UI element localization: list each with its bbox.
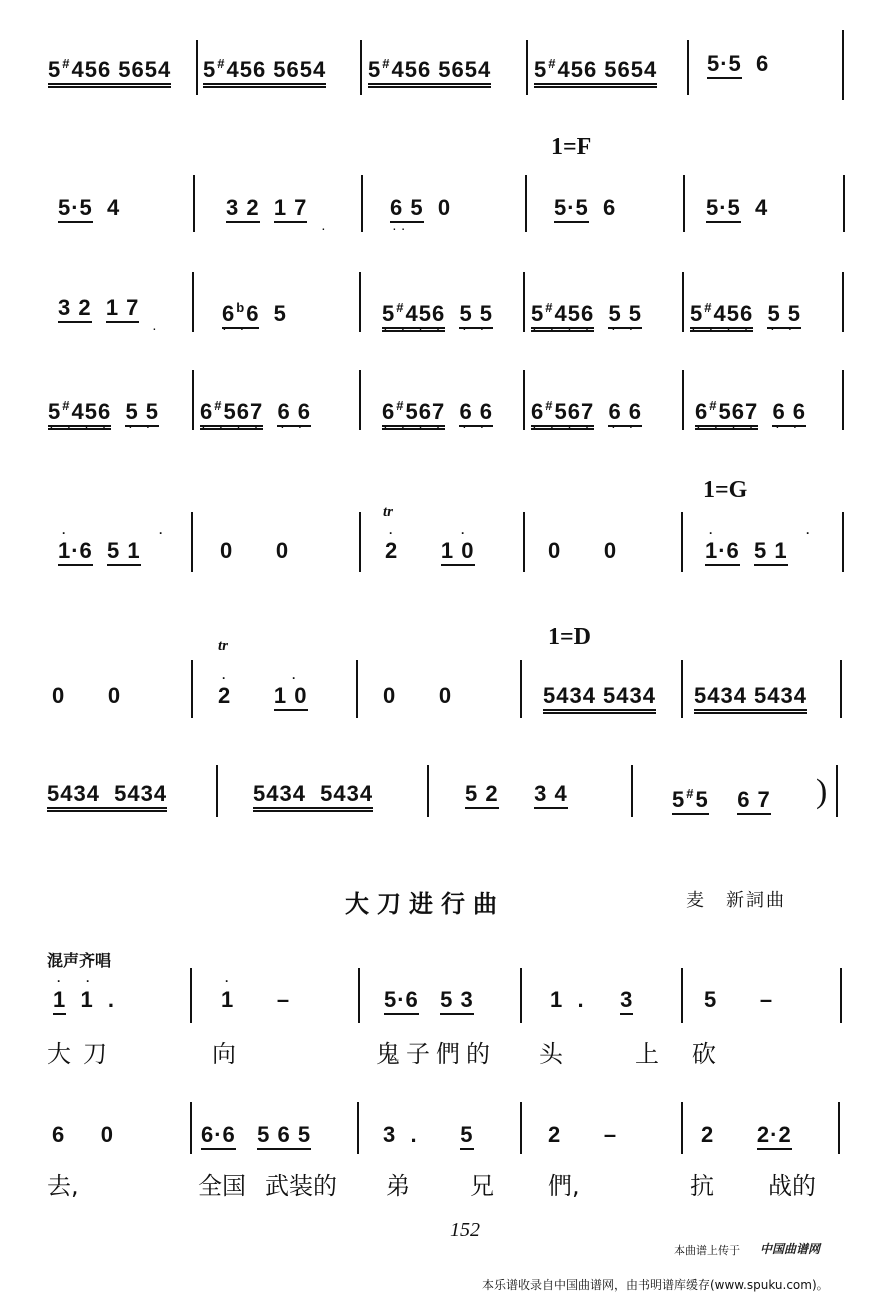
score-row-4	[0, 370, 888, 450]
lyric: 弟	[386, 1172, 410, 1200]
lyric: 头	[539, 1040, 563, 1068]
measure: 3 2 1 7	[226, 196, 307, 220]
footer-source-link[interactable]: 本乐谱收录自中国曲谱网，由书明谱库缓存(www.spuku.com)。	[482, 1278, 829, 1292]
octave-dot: ·	[806, 526, 810, 540]
measure: 1·6 5 1	[705, 539, 788, 563]
trill-mark: tr	[218, 638, 229, 654]
score-row-3	[0, 272, 888, 352]
lyric: 抗	[690, 1172, 714, 1200]
site-logo-icon	[760, 1240, 820, 1257]
barline	[192, 370, 194, 430]
measure: 6#567 6 6	[695, 394, 806, 424]
barline	[631, 765, 633, 817]
measure: 2 1 0	[385, 539, 475, 563]
measure: 0 0	[52, 683, 122, 708]
measure: 5 –	[704, 987, 774, 1012]
lyric: 砍	[692, 1040, 716, 1068]
measure: 5434 5434	[47, 782, 167, 812]
measure: 5#456 5654	[48, 52, 171, 88]
measure: 5434 5434	[543, 684, 656, 714]
site-logo-text: 中国曲谱网	[760, 1242, 821, 1256]
measure: 2 –	[548, 1122, 618, 1147]
score-row-7	[0, 765, 888, 845]
barline	[190, 968, 192, 1023]
barline	[842, 370, 844, 430]
barline	[520, 968, 522, 1023]
lyric: 上	[635, 1040, 659, 1068]
key-signature-d: 1=D	[548, 624, 592, 650]
octave-dot: ·	[222, 671, 226, 685]
barline	[359, 512, 361, 572]
measure: 5·5 4	[706, 196, 768, 220]
score-row-5	[0, 504, 888, 592]
barline	[427, 765, 429, 817]
barline	[520, 660, 522, 718]
measure: 6·6 5 6 5	[201, 1123, 311, 1147]
barline	[681, 660, 683, 718]
octave-dot: . . . . . .	[533, 322, 639, 333]
closing-parenthesis: )	[816, 773, 828, 810]
octave-dot: . . . . . .	[697, 420, 803, 431]
measure: 3 2 1 7	[58, 296, 139, 320]
lyric: 武装的	[265, 1172, 337, 1200]
octave-dot: . . . . . .	[533, 420, 639, 431]
barline	[842, 512, 844, 572]
barline	[523, 272, 525, 332]
barline	[190, 1102, 192, 1154]
measure: 5#456 5654	[368, 52, 491, 88]
measure: 6#567 6 6	[382, 394, 493, 424]
measure: 6#567 6 6	[531, 394, 642, 424]
octave-dot: . . . . . .	[202, 420, 308, 431]
measure: 6$^b$6 5	[222, 296, 287, 326]
barline	[525, 175, 527, 232]
measure: 1 –	[221, 987, 291, 1012]
barline	[681, 968, 683, 1023]
barline	[191, 660, 193, 718]
barline	[356, 660, 358, 718]
upload-note: 本曲谱上传于	[674, 1244, 740, 1257]
barline	[683, 175, 685, 232]
measure: 2 2·2	[701, 1123, 792, 1147]
barline	[359, 272, 361, 332]
key-signature-f: 1=F	[551, 134, 592, 160]
measure: 5·5 6	[707, 52, 769, 76]
measure: 6#567 6 6	[200, 394, 311, 424]
voice-designation: 混声齐唱	[47, 951, 112, 970]
octave-dot: .	[153, 322, 162, 333]
barline	[523, 512, 525, 572]
measure: 1 . 3	[550, 988, 633, 1012]
lyric: 鬼子們的	[376, 1040, 496, 1068]
barline	[681, 512, 683, 572]
song-title: 大刀进行曲	[345, 890, 505, 918]
composer-credit: 麦 新詞曲	[686, 890, 786, 911]
barline	[357, 1102, 359, 1154]
measure: 5#5 6 7	[672, 782, 771, 812]
barline	[842, 272, 844, 332]
measure: 2 1 0	[218, 684, 308, 708]
measure: 5#456 5 5	[690, 296, 801, 326]
melody-row-2	[0, 1102, 888, 1182]
barline	[843, 175, 845, 232]
barline	[836, 765, 838, 817]
measure: 6 0	[52, 1122, 115, 1147]
measure: 5#456 5 5	[48, 394, 159, 424]
score-row-6	[0, 638, 888, 740]
barline	[520, 1102, 522, 1154]
barline	[192, 272, 194, 332]
octave-dot: ·	[225, 974, 229, 988]
measure: 0 0	[548, 538, 618, 563]
measure: 0 0	[220, 538, 290, 563]
key-signature-g: 1=G	[703, 477, 748, 503]
octave-dot: ·	[57, 974, 61, 988]
barline	[216, 765, 218, 817]
lyric: 兄	[470, 1172, 494, 1200]
octave-dot: ·	[709, 526, 713, 540]
barline	[359, 370, 361, 430]
barline	[687, 40, 689, 95]
barline	[838, 1102, 840, 1154]
lyric: 大刀	[47, 1040, 119, 1068]
octave-dot: ·	[389, 526, 393, 540]
barline	[191, 512, 193, 572]
barline	[358, 968, 360, 1023]
barline	[682, 272, 684, 332]
measure: 5#456 5 5	[531, 296, 642, 326]
measure: 5 2 3 4	[465, 782, 568, 806]
measure: 5434 5434	[694, 684, 807, 714]
barline	[196, 40, 198, 95]
octave-dot: . . . . . .	[50, 420, 156, 431]
barline	[193, 175, 195, 232]
barline	[842, 30, 844, 100]
measure: 5#456 5 5	[382, 296, 493, 326]
lyric: 战的	[768, 1172, 816, 1200]
octave-dot: ·	[159, 526, 163, 540]
measure: 5434 5434	[253, 782, 373, 812]
barline	[681, 1102, 683, 1154]
octave-dot: ·	[86, 974, 90, 988]
measure: 5·6 5 3	[384, 988, 474, 1012]
lyric: 們,	[548, 1172, 580, 1200]
octave-dot: . . . . . .	[692, 322, 798, 333]
page-number: 152	[450, 1219, 480, 1241]
octave-dot: . . . . . .	[384, 322, 490, 333]
score-row-1	[0, 40, 888, 120]
measure: 5#456 5654	[534, 52, 657, 88]
barline	[361, 175, 363, 232]
measure: 6 5 0	[390, 196, 451, 220]
octave-dot: .	[322, 222, 331, 233]
trill-mark: tr	[383, 504, 394, 520]
measure: 5·5 4	[58, 196, 120, 220]
octave-dot: ·	[292, 671, 296, 685]
barline	[840, 660, 842, 718]
octave-dot: ..	[393, 222, 411, 233]
octave-dot: ·	[461, 526, 465, 540]
barline	[682, 370, 684, 430]
measure: 0 0	[383, 683, 453, 708]
barline	[523, 370, 525, 430]
lyric: 向	[212, 1040, 236, 1068]
octave-dot: ·	[62, 526, 66, 540]
lyric: 全国	[198, 1172, 246, 1200]
barline	[360, 40, 362, 95]
measure: 3 . 5	[383, 1123, 474, 1147]
barline	[526, 40, 528, 95]
measure: 1 1 .	[53, 988, 115, 1012]
octave-dot: . . . . . .	[384, 420, 490, 431]
octave-dot: . .	[223, 322, 250, 333]
barline	[840, 968, 842, 1023]
measure: 1·6 5 1	[58, 539, 141, 563]
score-row-2	[0, 175, 888, 255]
lyric: 去,	[47, 1172, 79, 1200]
measure: 5#456 5654	[203, 52, 326, 88]
measure: 5·5 6	[554, 196, 616, 220]
